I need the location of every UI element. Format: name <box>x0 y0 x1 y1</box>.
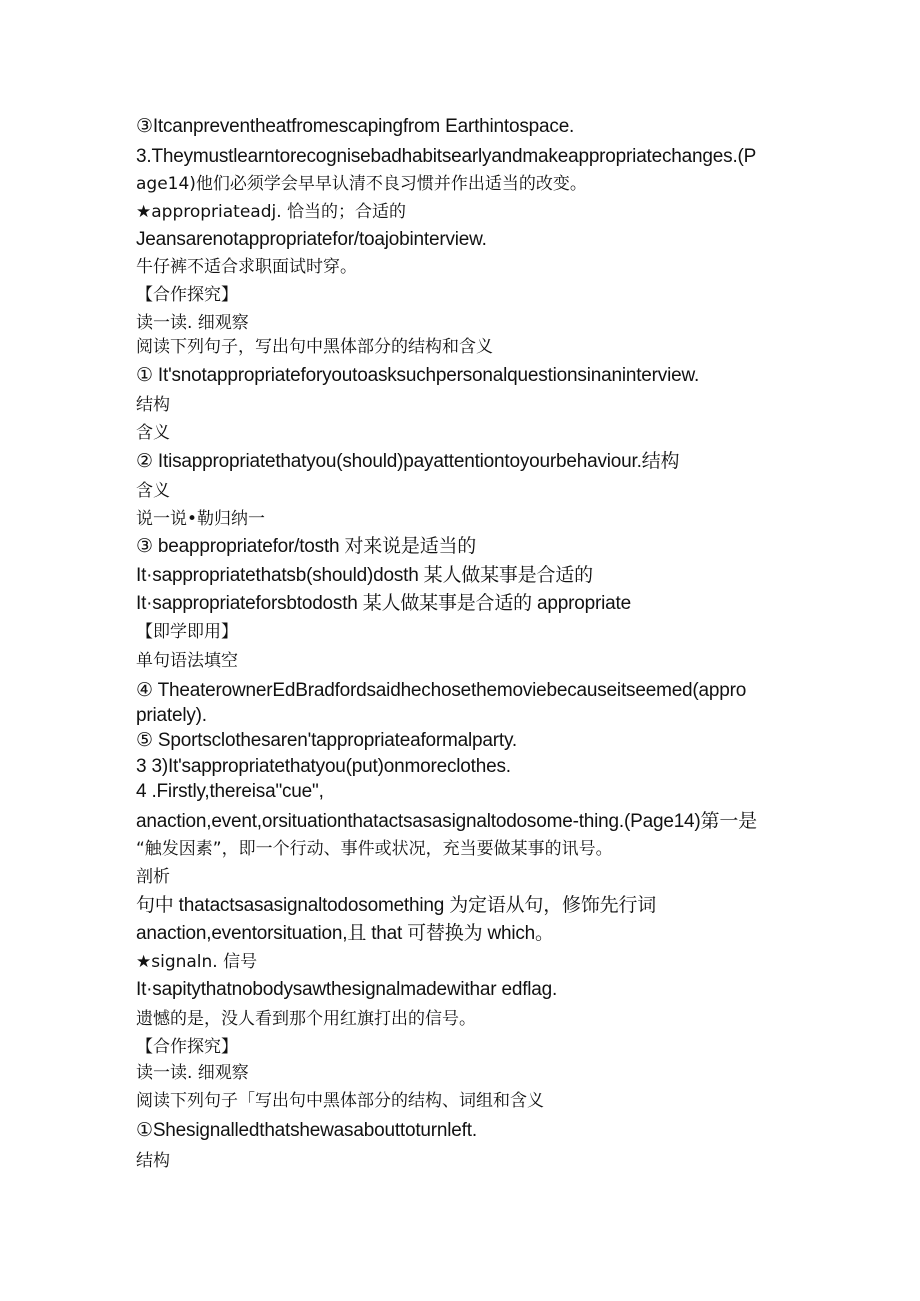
text-line: 3 3)It'sappropriatethatyou(put)onmoreclothes. <box>136 756 511 777</box>
text-line: ★appropriateadj. 恰当的；合适的 <box>136 202 407 222</box>
text-line: “触发因素”，即一个行动、事件或状况，充当要做某事的讯号。 <box>136 839 613 859</box>
text-line: age14)他们必须学会早早认清不良习惯并作出适当的改变。 <box>136 174 587 194</box>
text-line: 读一读. 细观察 <box>136 313 249 333</box>
text-line: 句中 thatactsasasignaltodosomething 为定语从句，修饰先行词 <box>136 895 657 916</box>
text-line: 阅读下列句子「写出句中黑体部分的结构、词组和含义 <box>136 1091 544 1111</box>
text-line: 阅读下列句子，写出句中黑体部分的结构和含义 <box>136 337 493 357</box>
text-line: 含义 <box>136 481 170 501</box>
text-line: ③Itcanpreventheatfromescapingfrom Earthintospace. <box>136 116 575 137</box>
section-heading: 【合作探究】 <box>136 285 238 305</box>
text-line: ③ beappropriatefor/tosth 对来说是适当的 <box>136 536 477 557</box>
text-line: anaction,eventorsituation,且 that 可替换为 which。 <box>136 923 554 944</box>
text-line: 牛仔裤不适合求职面试时穿。 <box>136 257 357 277</box>
text-line: 3.Theymustlearntorecognisebadhabitsearlyandmakeappropriatechanges.(P <box>136 146 757 167</box>
text-line: ④ TheaterownerEdBradfordsaidhechosethemoviebecauseitseemed(appro <box>136 680 747 701</box>
text-line: anaction,event,orsituationthatactsasasignaltodosome-thing.(Page14)第一是 <box>136 811 757 832</box>
text-line: ①Shesignalledthatshewasabouttoturnleft. <box>136 1120 477 1141</box>
text-line: 剖析 <box>136 867 170 887</box>
text-line: 读一读. 细观察 <box>136 1063 249 1083</box>
text-line: 说一说•勒归纳一 <box>136 509 266 529</box>
text-line: ① It'snotappropriateforyoutoasksuchpersonalquestionsinaninterview. <box>136 365 700 386</box>
text-line: It·sappropriatethatsb(should)dosth 某人做某事是合适的 <box>136 565 593 586</box>
section-heading: 【合作探究】 <box>136 1037 238 1057</box>
text-line: It·sapitythatnobodysawthesignalmadewithar edflag. <box>136 979 558 1000</box>
text-line: 4 .Firstly,thereisa"cue", <box>136 781 324 802</box>
text-line: It·sappropriateforsbtodosth 某人做某事是合适的 appropriate <box>136 593 631 614</box>
text-line: Jeansarenotappropriatefor/toajobinterview. <box>136 229 487 250</box>
section-heading: 【即学即用】 <box>136 622 238 642</box>
text-line: 结构 <box>136 395 170 415</box>
text-line: ★signaln. 信号 <box>136 952 258 972</box>
text-line: 含义 <box>136 423 170 443</box>
text-line: 单句语法填空 <box>136 651 238 671</box>
text-line: 遗憾的是，没人看到那个用红旗打出的信号。 <box>136 1009 476 1029</box>
text-line: ② Itisappropriatethatyou(should)payattentiontoyourbehaviour.结构 <box>136 451 680 472</box>
text-line: 结构 <box>136 1151 170 1171</box>
text-line: ⑤ Sportsclothesaren'tappropriateaformalparty. <box>136 730 517 751</box>
text-line: priately). <box>136 705 207 726</box>
